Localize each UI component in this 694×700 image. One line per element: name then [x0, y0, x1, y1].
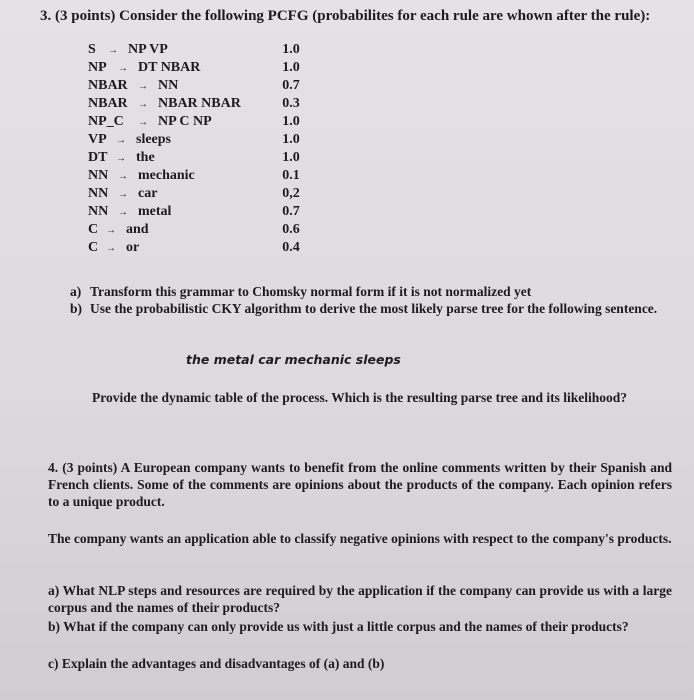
- rule-rhs: sleeps: [136, 132, 171, 147]
- q3-item-b-text: Use the probabilistic CKY algorithm to derive the most likely parse tree for the following sentence.: [90, 301, 658, 316]
- rule-rhs: NBAR NBAR: [158, 96, 241, 111]
- arrow-icon: →: [116, 135, 126, 146]
- rule-lhs: C: [88, 222, 99, 237]
- arrow-icon: →: [106, 243, 116, 254]
- question-3-title: 3. (3 points) Consider the following PCFG (probabilites for each rule are whown after the rule):: [40, 8, 651, 24]
- rule-probability: 0.4: [282, 240, 300, 255]
- rule-probability: 1.0: [282, 42, 300, 57]
- rule-rhs: NP VP: [128, 42, 168, 57]
- arrow-icon: →: [108, 45, 118, 56]
- arrow-icon: →: [138, 81, 148, 92]
- rule-probability: 0.7: [282, 78, 300, 93]
- q3-item-b-label: b): [70, 301, 83, 316]
- arrow-icon: →: [138, 99, 148, 110]
- q3-item-a-text: Transform this grammar to Chomsky normal form if it is not normalized yet: [90, 284, 532, 299]
- rule-probability: 1.0: [282, 114, 300, 129]
- rule-lhs: NP: [88, 60, 107, 75]
- rule-probability: 0.6: [282, 222, 300, 237]
- rule-rhs: NN: [158, 78, 179, 93]
- rule-lhs: NN: [88, 204, 109, 219]
- rule-probability: 0.1: [282, 168, 300, 183]
- arrow-icon: →: [118, 63, 128, 74]
- rule-probability: 0.7: [282, 204, 300, 219]
- arrow-icon: →: [116, 153, 126, 164]
- arrow-icon: →: [118, 171, 128, 182]
- rule-lhs: NN: [88, 168, 109, 183]
- rule-lhs: DT: [88, 150, 108, 165]
- q4-part-b: b) What if the company can only provide us with just a little corpus and the names of their products?: [48, 619, 629, 634]
- rule-rhs: and: [126, 222, 149, 237]
- arrow-icon: →: [118, 189, 128, 200]
- q4-part-c: c) Explain the advantages and disadvantages of (a) and (b): [48, 656, 385, 671]
- rule-rhs: DT NBAR: [138, 60, 201, 75]
- rule-lhs: S: [88, 42, 96, 57]
- rule-lhs: NN: [88, 186, 109, 201]
- q4-part-a: a) What NLP steps and resources are required by the application if the company can provide us with a large corpus and the names of their products?: [48, 583, 672, 615]
- rule-probability: 1.0: [282, 150, 300, 165]
- rule-probability: 1.0: [282, 60, 300, 75]
- example-sentence: the metal car mechanic sleeps: [186, 352, 401, 367]
- rule-probability: 1.0: [282, 132, 300, 147]
- rule-lhs: NBAR: [88, 96, 128, 111]
- rule-rhs: the: [136, 150, 155, 165]
- rule-probability: 0,2: [282, 186, 300, 201]
- rule-lhs: VP: [88, 132, 107, 147]
- rule-lhs: NP_C: [88, 114, 124, 129]
- rule-probability: 0.3: [282, 96, 300, 111]
- q3-item-a-label: a): [70, 284, 82, 299]
- question-4-intro: 4. (3 points) A European company wants to benefit from the online comments written by their Spanish and French clients. Some of the comments are opinions about the products of the company. Each opinion refers to a unique product.: [48, 460, 672, 509]
- rule-lhs: C: [88, 240, 99, 255]
- rule-rhs: mechanic: [138, 168, 195, 183]
- arrow-icon: →: [138, 117, 148, 128]
- arrow-icon: →: [118, 207, 128, 218]
- rule-rhs: or: [126, 240, 140, 255]
- q4-goal: The company wants an application able to classify negative opinions with respect to the company's products.: [48, 531, 672, 546]
- arrow-icon: →: [106, 225, 116, 236]
- rule-rhs: car: [138, 186, 158, 201]
- rule-rhs: metal: [138, 204, 172, 219]
- rule-lhs: NBAR: [88, 78, 128, 93]
- rule-rhs: NP C NP: [158, 114, 212, 129]
- q3-followup: Provide the dynamic table of the process. Which is the resulting parse tree and its likelihood?: [92, 390, 628, 405]
